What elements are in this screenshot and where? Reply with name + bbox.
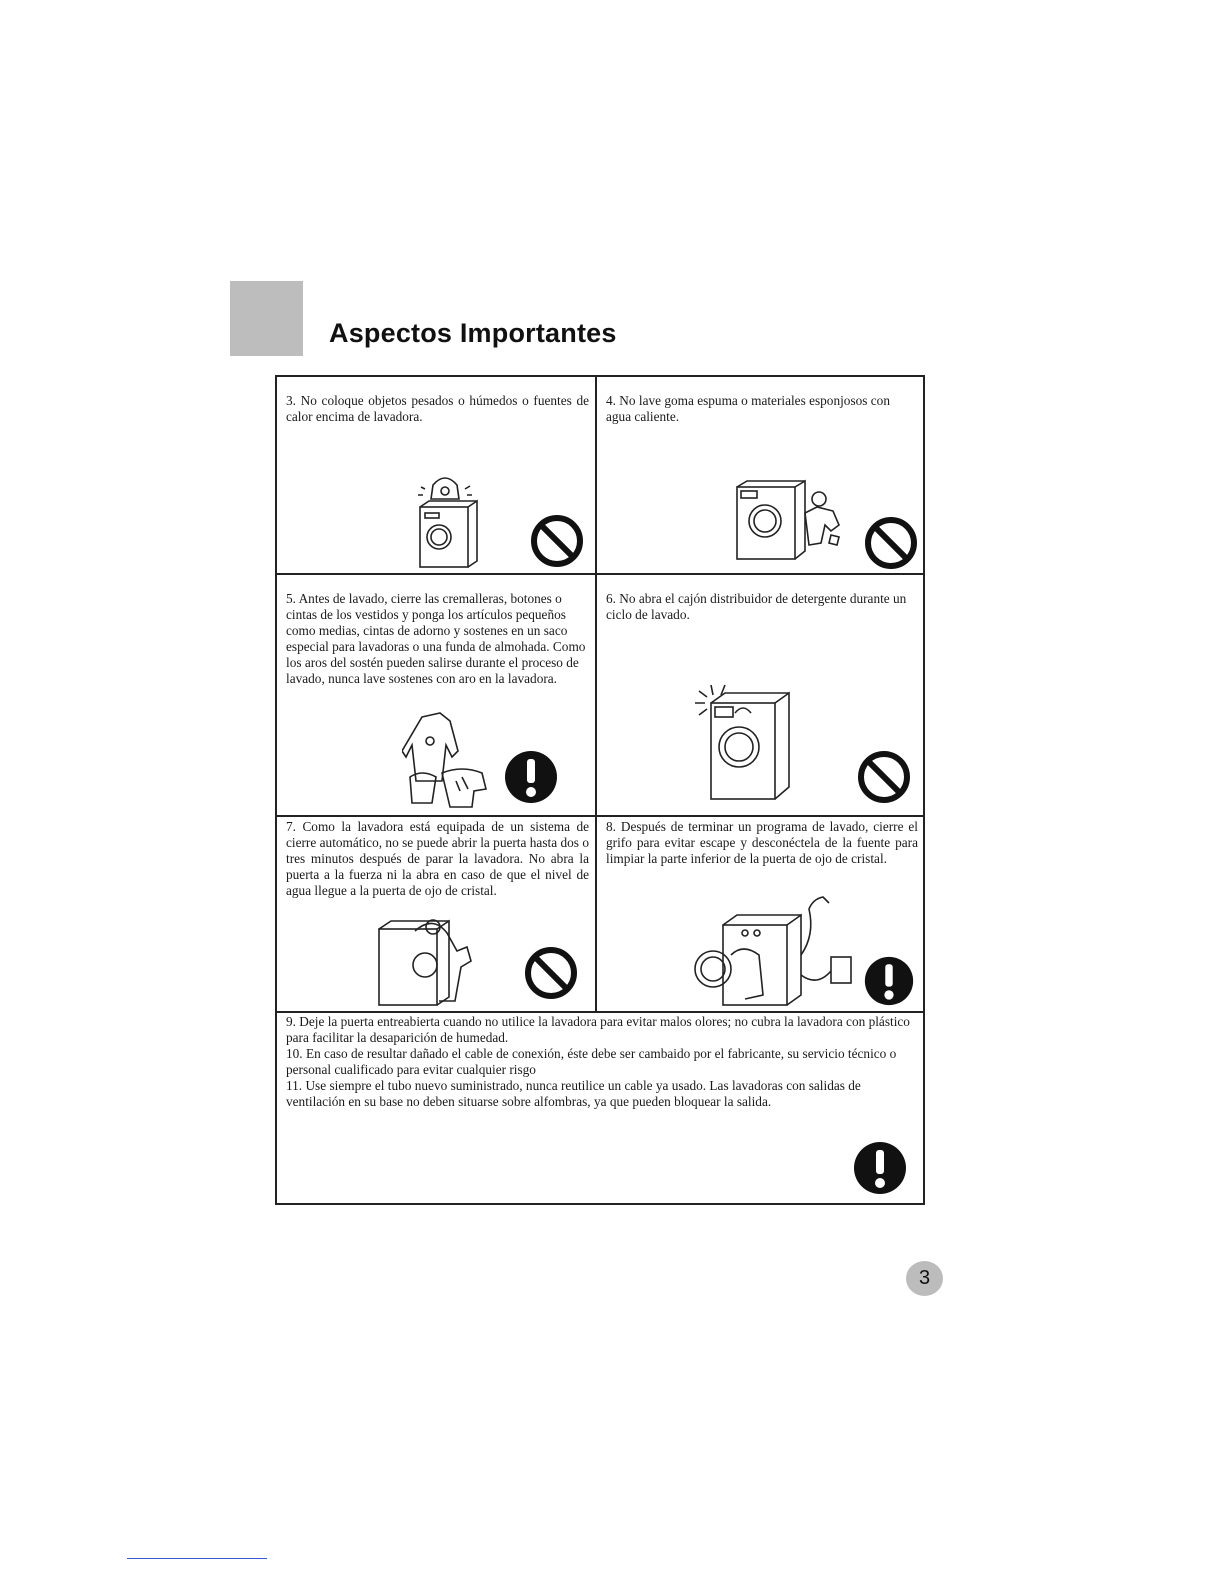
instruction-text-8: 8. Después de terminar un programa de lavado, cierre el grifo para evitar escape y desconéctela de la fuente para limpiar la parte inferior de la puerta de ojo de cristal. bbox=[606, 819, 918, 866]
page-number: 3 bbox=[906, 1261, 943, 1296]
instructions-grid bbox=[275, 375, 925, 1205]
clothing-illustration bbox=[402, 711, 492, 811]
prohibition-icon bbox=[863, 515, 919, 571]
instruction-text-4: 4. No lave goma espuma o materiales esponjosos con agua caliente. bbox=[606, 393, 890, 424]
prohibition-icon bbox=[856, 749, 912, 805]
footer-line bbox=[127, 1558, 267, 1559]
instruction-text-11: 11. Use siempre el tubo nuevo suministrado, nunca reutilice un cable ya usado. Las lavadoras con salidas de ventilación en su base no deben situarse sobre alfombras, ya que pueden bloquear la salida. bbox=[286, 1078, 861, 1109]
instruction-cell-7 bbox=[286, 819, 589, 899]
mandatory-icon bbox=[852, 1140, 908, 1196]
mandatory-icon bbox=[503, 749, 559, 805]
instruction-text-5: 5. Antes de lavado, cierre las cremalleras, botones o cintas de los vestidos y ponga los artículos pequeños como medias, cintas de adorno y sostenes en un saco especial para lavadoras o una funda de almohada. Como los aros del sostén pueden salirse durante el proceso de lavado, nunca lave sostenes con aro en la lavadora. bbox=[286, 591, 586, 686]
washing-machine-illustration bbox=[375, 911, 475, 1009]
instruction-text-7: 7. Como la lavadora está equipada de un sistema de cierre automático, no se puede abrir la puerta hasta dos o tres minutos después de parar la lavadora. No abra la puerta a la fuerza ni la abra en caso de que el nivel de agua llegue a la puerta de ojo de cristal. bbox=[286, 819, 589, 898]
instruction-text-6: 6. No abra el cajón distribuidor de detergente durante un ciclo de lavado. bbox=[606, 591, 907, 622]
washing-machine-illustration bbox=[695, 683, 795, 803]
washing-machine-illustration bbox=[415, 473, 485, 571]
page-title: Aspectos Importantes bbox=[329, 318, 617, 348]
mandatory-icon bbox=[863, 955, 915, 1007]
grid-divider-row-1 bbox=[277, 573, 923, 575]
instruction-text-10: 10. En caso de resultar dañado el cable de conexión, éste debe ser cambaido por el fabricante, su servicio técnico o personal cualificado para evitar cualquier risgo bbox=[286, 1046, 897, 1077]
grid-divider-row-3 bbox=[277, 1011, 923, 1013]
instruction-text-3: 3. No coloque objetos pesados o húmedos o fuentes de calor encima de lavadora. bbox=[286, 393, 589, 424]
grid-divider-row-2 bbox=[277, 815, 923, 817]
instruction-cell-5 bbox=[286, 591, 589, 687]
header-block bbox=[230, 281, 303, 356]
instruction-cell-8 bbox=[606, 819, 918, 867]
instruction-cell-6 bbox=[606, 591, 918, 623]
instruction-cell-4 bbox=[606, 393, 916, 425]
washing-machine-illustration bbox=[735, 473, 845, 563]
instruction-text-9: 9. Deje la puerta entreabierta cuando no utilice la lavadora para evitar malos olores; no cubra la lavadora con plástico para facilitar la desaparición de humedad. bbox=[286, 1014, 910, 1045]
grid-divider-vertical bbox=[595, 377, 597, 1011]
prohibition-icon bbox=[523, 945, 579, 1001]
instruction-cell-3 bbox=[286, 393, 589, 425]
instruction-cell-bottom bbox=[286, 1014, 921, 1110]
prohibition-icon bbox=[529, 513, 585, 569]
washing-machine-illustration bbox=[693, 895, 863, 1009]
